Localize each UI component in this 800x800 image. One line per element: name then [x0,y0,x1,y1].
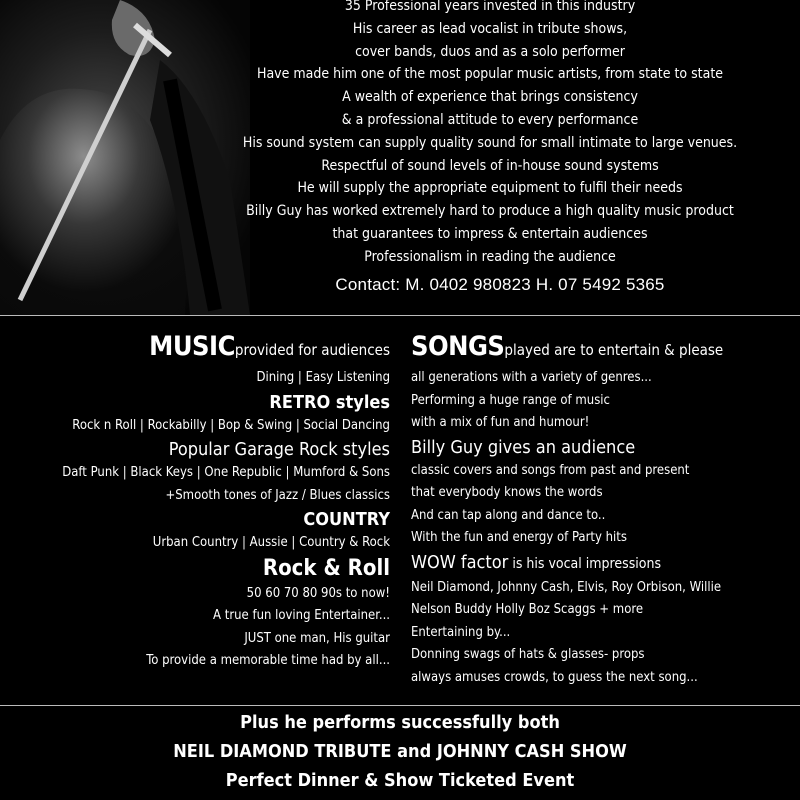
songs-line: classic covers and songs from past and present [411,462,690,478]
billy-heading: Billy Guy gives an audience [411,436,636,458]
bio-line: & a professional attitude to every performance [341,111,639,128]
garage-list: Daft Punk | Black Keys | One Republic | Mumford & Sons [62,465,390,480]
bio-line: Professionalism in reading the audience [364,248,616,265]
wow-sub: is his vocal impressions [508,555,662,572]
songs-column [411,330,723,689]
songs-heading [411,330,723,367]
shows-line: NEIL DIAMOND TRIBUTE and JOHNNY CASH SHOW [173,741,627,762]
garage-heading: Popular Garage Rock styles [168,439,390,460]
retro-heading: RETRO styles [269,391,390,413]
songs-line: with a mix of fun and humour! [411,415,590,430]
songs-line: that everybody knows the words [411,485,603,500]
bio-line: A wealth of experience that brings consistency [342,89,638,106]
songs-line: Donning swags of hats & glasses- props [411,647,645,662]
bio-text [200,0,780,269]
songs-line: Performing a huge range of music [411,392,610,408]
bio-line: Have made him one of the most popular music artists, from state to state [256,66,724,83]
shows-line: Plus he performs successfully both [240,712,560,733]
songs-line: all generations with a variety of genres... [411,370,652,385]
bio-line: His sound system can supply quality sound for small intimate to large venues. [242,134,738,151]
rock-roll-heading: Rock & Roll [262,555,390,581]
songs-line: And can tap along and dance to.. [411,507,606,523]
bio-line: cover bands, duos and as a solo performer [355,43,625,60]
country-list: Urban Country | Aussie | Country & Rock [152,535,390,550]
bio-line: Respectful of sound levels of in-house sound systems [321,157,659,174]
music-column [62,330,390,673]
wow-heading [411,550,723,577]
songs-line: Neil Diamond, Johnny Cash, Elvis, Roy Orbison, Willie [411,579,722,595]
divider [0,315,800,316]
music-heading [62,330,390,367]
songs-title: SONGS [411,331,505,362]
contact-info: Contact: M. 0402 980823 H. 07 5492 5365 [335,275,665,294]
shows-line: Perfect Dinner & Show Ticketed Event [225,770,575,791]
wow-title: WOW factor [411,551,509,573]
bio-section [0,0,800,315]
bio-line: He will supply the appropriate equipment to fulfil their needs [297,180,683,197]
guitar-line: JUST one man, His guitar [244,630,390,646]
songs-line: With the fun and energy of Party hits [411,530,627,545]
entertainer-line: A true fun loving Entertainer... [213,608,390,623]
bio-line: 35 Professional years invested in this industry [344,0,636,14]
songs-line: Nelson Buddy Holly Boz Scaggs + more [411,602,644,617]
songs-line: Entertaining by... [411,624,511,640]
memorable-line: To provide a memorable time had by all... [146,653,390,668]
jazz-line: +Smooth tones of Jazz / Blues classics [165,487,390,503]
bio-line: His career as lead vocalist in tribute shows, [352,20,628,37]
decades-line: 50 60 70 80 90s to now! [246,585,390,601]
songs-line: always amuses crowds, to guess the next song... [411,669,698,685]
retro-list: Rock n Roll | Rockabilly | Bop & Swing | Social Dancing [72,417,390,433]
music-dining: Dining | Easy Listening [256,370,390,385]
bio-line: that guarantees to impress & entertain audiences [332,225,648,242]
bio-line: Billy Guy has worked extremely hard to produce a high quality music product [246,203,734,220]
country-heading: COUNTRY [303,509,390,530]
divider [0,705,800,706]
shows-section [0,708,800,795]
music-title: MUSIC [149,331,235,362]
songs-title-sub: played are to entertain & please [504,341,724,359]
music-title-sub: provided for audiences [234,341,390,359]
